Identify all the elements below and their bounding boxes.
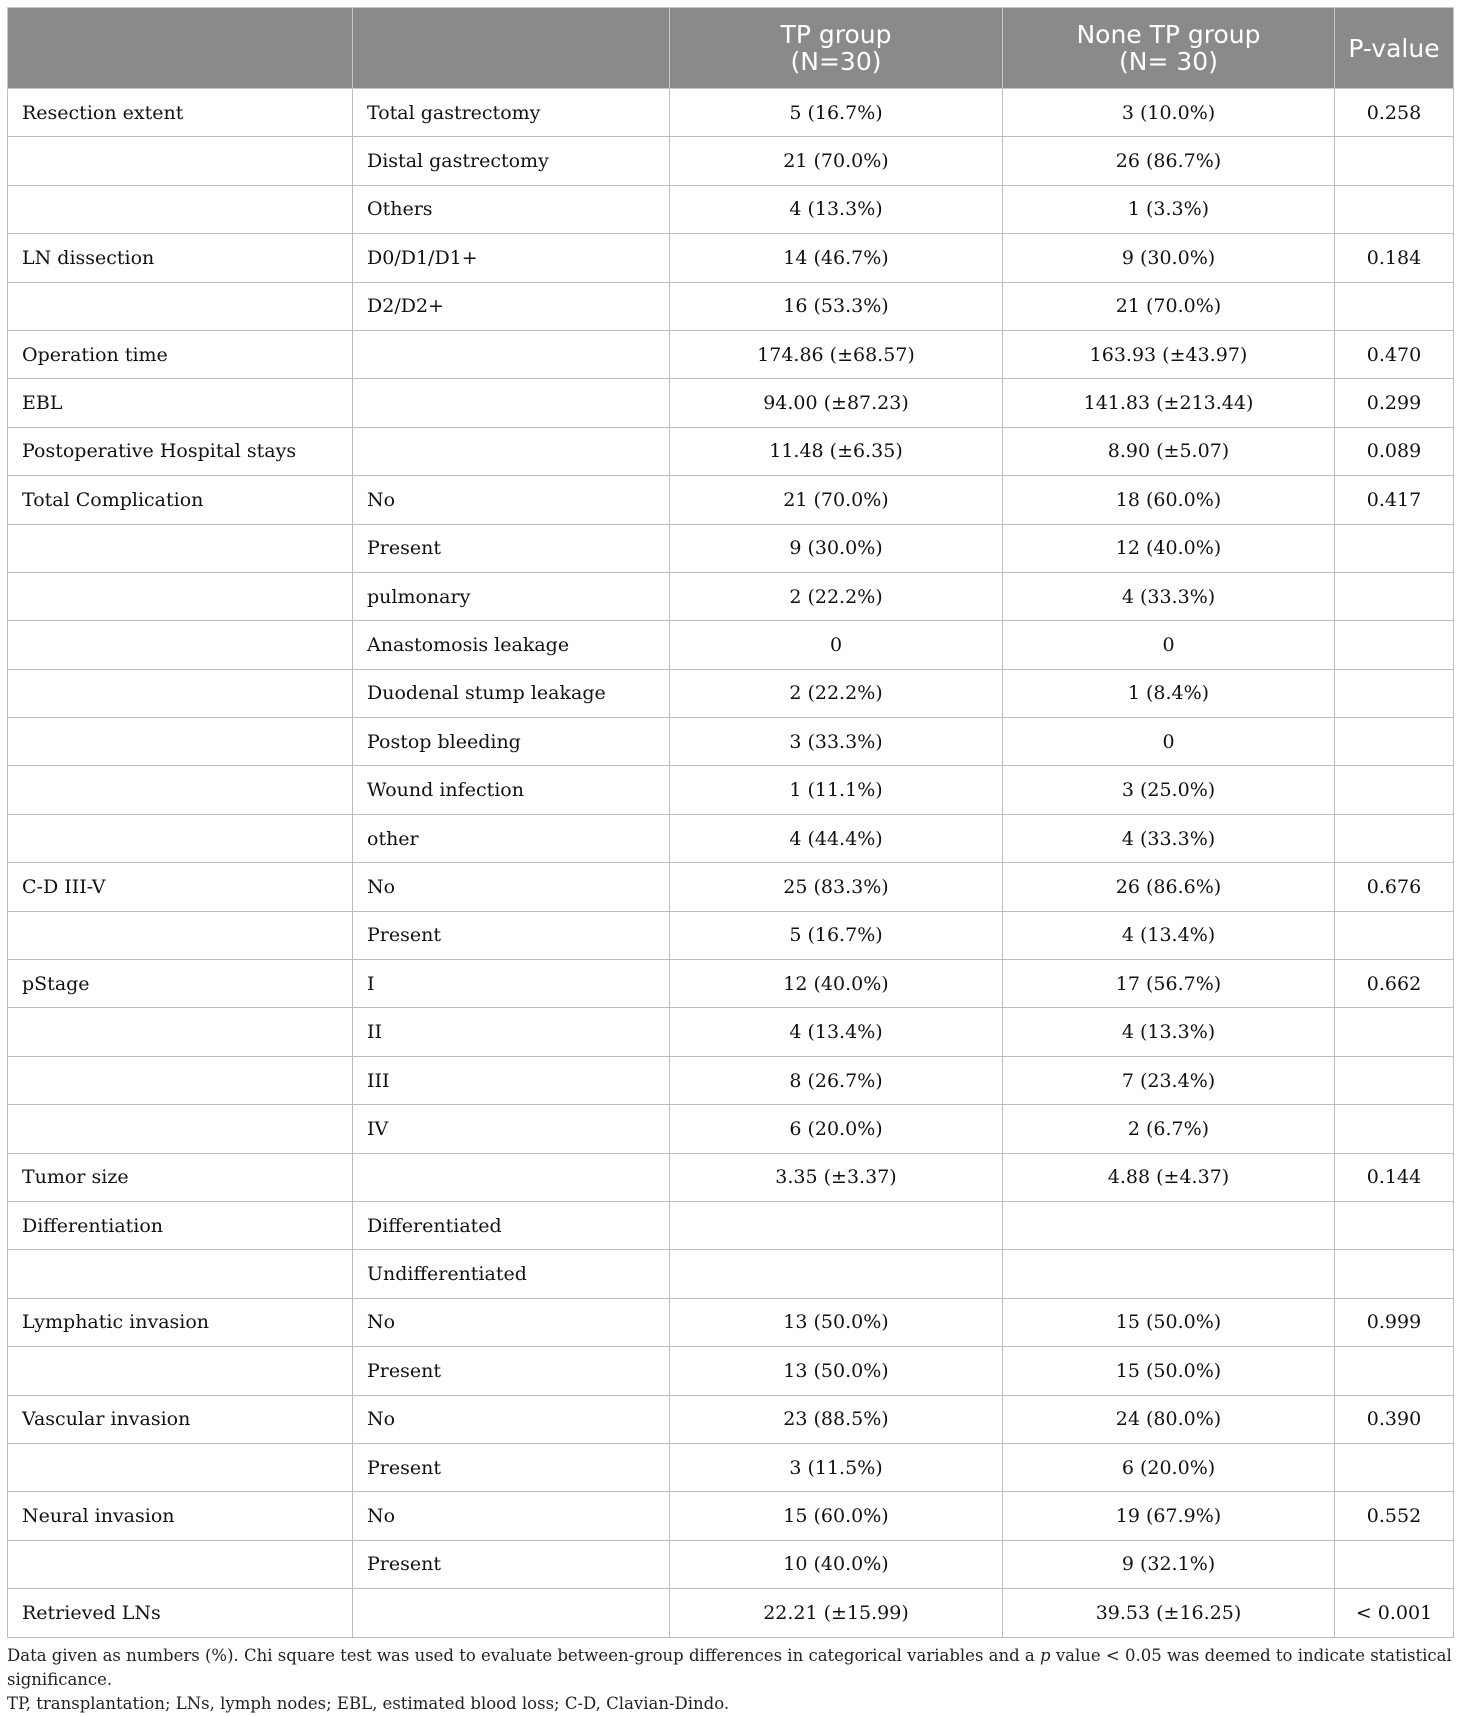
cell-category: No (353, 476, 670, 524)
table-row (8, 1443, 1454, 1491)
cell-variable (8, 572, 353, 620)
cell-none-tp-group: 4.88 (±4.37) (1003, 1153, 1335, 1201)
header-none-tp-group-n: (N= 30) (1119, 47, 1218, 76)
cell-variable: pStage (8, 960, 353, 1008)
cell-variable: C-D III-V (8, 863, 353, 911)
cell-none-tp-group: 9 (30.0%) (1003, 234, 1335, 282)
cell-category: No (353, 1492, 670, 1540)
cell-category: other (353, 814, 670, 862)
cell-tp-group: 1 (11.1%) (670, 766, 1003, 814)
table-row (8, 669, 1454, 717)
cell-tp-group: 4 (13.4%) (670, 1008, 1003, 1056)
cell-none-tp-group (1003, 1201, 1335, 1249)
cell-variable (8, 669, 353, 717)
cell-tp-group: 3.35 (±3.37) (670, 1153, 1003, 1201)
cell-variable (8, 1105, 353, 1153)
cell-tp-group: 2 (22.2%) (670, 572, 1003, 620)
cell-p-value (1335, 621, 1454, 669)
cell-variable (8, 1540, 353, 1588)
cell-variable: Vascular invasion (8, 1395, 353, 1443)
cell-variable: Lymphatic invasion (8, 1298, 353, 1346)
cell-category: D0/D1/D1+ (353, 234, 670, 282)
table-row (8, 911, 1454, 959)
cell-category: Distal gastrectomy (353, 137, 670, 185)
cell-category: Total gastrectomy (353, 89, 670, 137)
cell-tp-group: 16 (53.3%) (670, 282, 1003, 330)
cell-variable: Total Complication (8, 476, 353, 524)
table-row (8, 1395, 1454, 1443)
cell-category: Wound infection (353, 766, 670, 814)
cell-tp-group: 2 (22.2%) (670, 669, 1003, 717)
cell-p-value (1335, 669, 1454, 717)
cell-variable (8, 524, 353, 572)
cell-variable (8, 282, 353, 330)
cell-tp-group: 21 (70.0%) (670, 476, 1003, 524)
table-row (8, 1492, 1454, 1540)
cell-none-tp-group: 19 (67.9%) (1003, 1492, 1335, 1540)
cell-variable: Tumor size (8, 1153, 353, 1201)
cell-tp-group: 22.21 (±15.99) (670, 1589, 1003, 1637)
cell-variable (8, 621, 353, 669)
cell-none-tp-group: 4 (33.3%) (1003, 814, 1335, 862)
cell-category: No (353, 1298, 670, 1346)
cell-none-tp-group: 3 (25.0%) (1003, 766, 1335, 814)
cell-tp-group: 5 (16.7%) (670, 911, 1003, 959)
cell-p-value: 0.662 (1335, 960, 1454, 1008)
cell-p-value (1335, 282, 1454, 330)
cell-p-value (1335, 1347, 1454, 1395)
cell-tp-group (670, 1201, 1003, 1249)
cell-category (353, 330, 670, 378)
cell-p-value (1335, 1250, 1454, 1298)
table-row (8, 234, 1454, 282)
cell-variable (8, 137, 353, 185)
table-row (8, 1540, 1454, 1588)
header-tp-group-n: (N=30) (790, 47, 882, 76)
cell-none-tp-group: 0 (1003, 621, 1335, 669)
footnote-line-1 (7, 1644, 1453, 1692)
cell-none-tp-group: 3 (10.0%) (1003, 89, 1335, 137)
cell-p-value: 0.089 (1335, 427, 1454, 475)
table-row (8, 1250, 1454, 1298)
footnote-line-1-start: Data given as numbers (%). Chi square test was used to evaluate between-group differences in categorical variables and a (7, 1646, 1041, 1665)
table-body (8, 89, 1454, 1638)
cell-category (353, 379, 670, 427)
table-row (8, 1105, 1454, 1153)
cell-category: Others (353, 185, 670, 233)
cell-tp-group (670, 1250, 1003, 1298)
cell-none-tp-group: 26 (86.6%) (1003, 863, 1335, 911)
cell-p-value: 0.470 (1335, 330, 1454, 378)
cell-category: I (353, 960, 670, 1008)
cell-tp-group: 8 (26.7%) (670, 1056, 1003, 1104)
cell-category: No (353, 863, 670, 911)
header-none-tp-group (1003, 8, 1335, 89)
cell-p-value (1335, 766, 1454, 814)
cell-variable (8, 814, 353, 862)
footnote-line-1-end: value < 0.05 was deemed to indicate statistical significance. (7, 1646, 1452, 1689)
cell-variable: Differentiation (8, 1201, 353, 1249)
cell-none-tp-group: 17 (56.7%) (1003, 960, 1335, 1008)
cell-p-value: 0.552 (1335, 1492, 1454, 1540)
cell-tp-group: 13 (50.0%) (670, 1347, 1003, 1395)
table-row (8, 476, 1454, 524)
cell-none-tp-group: 18 (60.0%) (1003, 476, 1335, 524)
cell-p-value (1335, 1540, 1454, 1588)
cell-tp-group: 0 (670, 621, 1003, 669)
cell-p-value (1335, 718, 1454, 766)
cell-p-value: 0.999 (1335, 1298, 1454, 1346)
cell-category: Anastomosis leakage (353, 621, 670, 669)
cell-tp-group: 13 (50.0%) (670, 1298, 1003, 1346)
cell-category: Differentiated (353, 1201, 670, 1249)
cell-p-value (1335, 1105, 1454, 1153)
table-row (8, 185, 1454, 233)
cell-category: pulmonary (353, 572, 670, 620)
cell-category: No (353, 1395, 670, 1443)
cell-variable (8, 1443, 353, 1491)
header-p-value-title: P-value (1348, 33, 1440, 63)
cell-tp-group: 12 (40.0%) (670, 960, 1003, 1008)
cell-tp-group: 21 (70.0%) (670, 137, 1003, 185)
header-row (8, 8, 1454, 89)
table-row (8, 1298, 1454, 1346)
table-row (8, 137, 1454, 185)
cell-tp-group: 11.48 (±6.35) (670, 427, 1003, 475)
cell-tp-group: 25 (83.3%) (670, 863, 1003, 911)
cell-category: II (353, 1008, 670, 1056)
table-row (8, 960, 1454, 1008)
table-row (8, 1201, 1454, 1249)
cell-p-value (1335, 1201, 1454, 1249)
cell-none-tp-group: 1 (3.3%) (1003, 185, 1335, 233)
cell-none-tp-group: 163.93 (±43.97) (1003, 330, 1335, 378)
cell-variable: LN dissection (8, 234, 353, 282)
cell-tp-group: 174.86 (±68.57) (670, 330, 1003, 378)
table-row (8, 89, 1454, 137)
cell-p-value (1335, 814, 1454, 862)
cell-none-tp-group: 1 (8.4%) (1003, 669, 1335, 717)
cell-none-tp-group: 15 (50.0%) (1003, 1347, 1335, 1395)
cell-none-tp-group: 12 (40.0%) (1003, 524, 1335, 572)
table-row (8, 1589, 1454, 1637)
table-row (8, 427, 1454, 475)
table-row (8, 814, 1454, 862)
cell-variable: EBL (8, 379, 353, 427)
cell-p-value (1335, 524, 1454, 572)
cell-variable: Resection extent (8, 89, 353, 137)
cell-tp-group: 3 (11.5%) (670, 1443, 1003, 1491)
cell-category (353, 1153, 670, 1201)
cell-p-value: 0.299 (1335, 379, 1454, 427)
cell-none-tp-group: 0 (1003, 718, 1335, 766)
cell-none-tp-group: 6 (20.0%) (1003, 1443, 1335, 1491)
cell-tp-group: 10 (40.0%) (670, 1540, 1003, 1588)
table-footnote (7, 1644, 1453, 1716)
table-row (8, 330, 1454, 378)
cell-p-value (1335, 185, 1454, 233)
cell-variable: Postoperative Hospital stays (8, 427, 353, 475)
table-row (8, 1153, 1454, 1201)
header-p-value (1335, 8, 1454, 89)
cell-none-tp-group: 4 (13.3%) (1003, 1008, 1335, 1056)
cell-tp-group: 14 (46.7%) (670, 234, 1003, 282)
cell-p-value (1335, 137, 1454, 185)
cell-variable (8, 1008, 353, 1056)
cell-variable (8, 911, 353, 959)
cell-variable (8, 766, 353, 814)
cell-none-tp-group (1003, 1250, 1335, 1298)
cell-none-tp-group: 7 (23.4%) (1003, 1056, 1335, 1104)
table-row (8, 621, 1454, 669)
cell-tp-group: 3 (33.3%) (670, 718, 1003, 766)
cell-p-value: 0.676 (1335, 863, 1454, 911)
cell-p-value (1335, 1008, 1454, 1056)
cell-p-value: 0.390 (1335, 1395, 1454, 1443)
cell-variable: Retrieved LNs (8, 1589, 353, 1637)
header-tp-group-title: TP group (780, 20, 892, 49)
table-row (8, 379, 1454, 427)
cell-category: Postop bleeding (353, 718, 670, 766)
table-row (8, 863, 1454, 911)
cell-category: Undifferentiated (353, 1250, 670, 1298)
cell-category: IV (353, 1105, 670, 1153)
cell-tp-group: 23 (88.5%) (670, 1395, 1003, 1443)
cell-tp-group: 15 (60.0%) (670, 1492, 1003, 1540)
results-table (7, 7, 1454, 1638)
cell-none-tp-group: 26 (86.7%) (1003, 137, 1335, 185)
cell-category: III (353, 1056, 670, 1104)
cell-p-value (1335, 1443, 1454, 1491)
table-row (8, 718, 1454, 766)
cell-category: Duodenal stump leakage (353, 669, 670, 717)
header-variable (8, 8, 353, 89)
cell-none-tp-group: 4 (33.3%) (1003, 572, 1335, 620)
cell-category: D2/D2+ (353, 282, 670, 330)
cell-variable: Neural invasion (8, 1492, 353, 1540)
footnote-p-italic: p (1040, 1646, 1051, 1665)
cell-none-tp-group: 21 (70.0%) (1003, 282, 1335, 330)
cell-none-tp-group: 15 (50.0%) (1003, 1298, 1335, 1346)
results-table-container (7, 7, 1453, 1638)
cell-tp-group: 94.00 (±87.23) (670, 379, 1003, 427)
table-row (8, 766, 1454, 814)
table-row (8, 524, 1454, 572)
cell-variable (8, 718, 353, 766)
header-tp-group (670, 8, 1003, 89)
header-none-tp-group-title: None TP group (1076, 20, 1261, 49)
cell-none-tp-group: 39.53 (±16.25) (1003, 1589, 1335, 1637)
cell-none-tp-group: 141.83 (±213.44) (1003, 379, 1335, 427)
header-category (353, 8, 670, 89)
cell-tp-group: 9 (30.0%) (670, 524, 1003, 572)
cell-p-value (1335, 572, 1454, 620)
cell-tp-group: 5 (16.7%) (670, 89, 1003, 137)
cell-variable (8, 1056, 353, 1104)
cell-tp-group: 4 (13.3%) (670, 185, 1003, 233)
cell-none-tp-group: 8.90 (±5.07) (1003, 427, 1335, 475)
table-row (8, 572, 1454, 620)
cell-category (353, 1589, 670, 1637)
cell-variable (8, 1250, 353, 1298)
cell-category (353, 427, 670, 475)
table-row (8, 1008, 1454, 1056)
cell-variable (8, 1347, 353, 1395)
cell-category: Present (353, 524, 670, 572)
cell-tp-group: 4 (44.4%) (670, 814, 1003, 862)
cell-none-tp-group: 9 (32.1%) (1003, 1540, 1335, 1588)
table-row (8, 1056, 1454, 1104)
cell-tp-group: 6 (20.0%) (670, 1105, 1003, 1153)
cell-variable: Operation time (8, 330, 353, 378)
cell-none-tp-group: 2 (6.7%) (1003, 1105, 1335, 1153)
cell-none-tp-group: 24 (80.0%) (1003, 1395, 1335, 1443)
table-row (8, 282, 1454, 330)
cell-category: Present (353, 1347, 670, 1395)
cell-p-value: 0.184 (1335, 234, 1454, 282)
table-row (8, 1347, 1454, 1395)
cell-category: Present (353, 911, 670, 959)
footnote-line-2: TP, transplantation; LNs, lymph nodes; EBL, estimated blood loss; C-D, Clavian-Dindo. (7, 1694, 730, 1713)
cell-category: Present (353, 1540, 670, 1588)
cell-none-tp-group: 4 (13.4%) (1003, 911, 1335, 959)
table-header (8, 8, 1454, 89)
cell-variable (8, 185, 353, 233)
cell-p-value: < 0.001 (1335, 1589, 1454, 1637)
cell-p-value (1335, 911, 1454, 959)
cell-p-value (1335, 1056, 1454, 1104)
cell-p-value: 0.417 (1335, 476, 1454, 524)
cell-p-value: 0.258 (1335, 89, 1454, 137)
cell-category: Present (353, 1443, 670, 1491)
cell-p-value: 0.144 (1335, 1153, 1454, 1201)
